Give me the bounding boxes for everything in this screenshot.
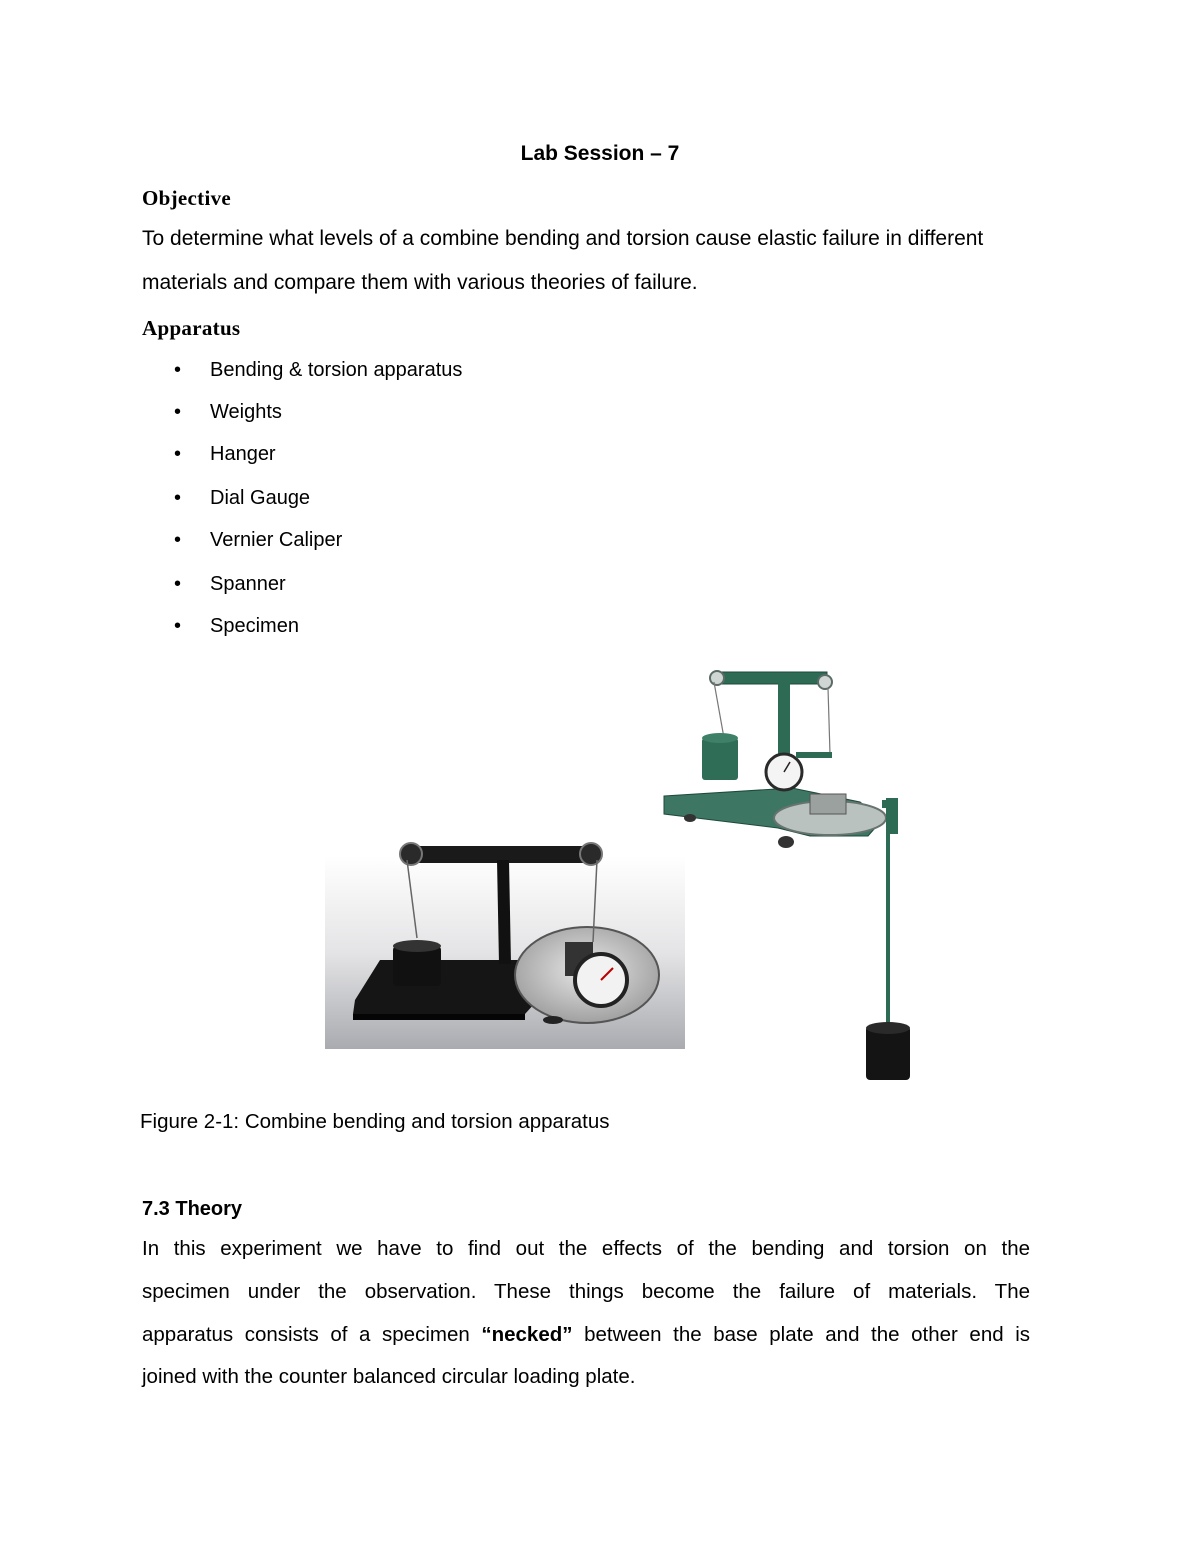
theory-line-3 (142, 1323, 1030, 1347)
apparatus-photo-right (660, 668, 910, 1084)
list-item-label: Spanner (210, 573, 286, 595)
bullet-icon: • (174, 443, 182, 465)
bullet-icon: • (174, 401, 182, 423)
list-item-label: Dial Gauge (210, 487, 311, 509)
page-title: Lab Session – 7 (520, 142, 680, 165)
theory-line-3-end: between the base plate and the other end is (572, 1323, 1030, 1346)
apparatus-photo-left (325, 842, 685, 1049)
theory-emphasis-necked: “necked” (481, 1323, 573, 1346)
theory-line-4: joined with the counter balanced circular loading plate. (142, 1365, 636, 1388)
bullet-icon: • (174, 529, 182, 551)
bullet-icon: • (174, 615, 182, 637)
list-item-label: Specimen (210, 615, 299, 637)
objective-line-1: To determine what levels of a combine bending and torsion cause elastic failure in different (142, 227, 984, 250)
theory-line-2: specimen under the observation. These things become the failure of materials. The (142, 1280, 1030, 1303)
objective-heading: Objective (142, 186, 231, 210)
objective-line-2: materials and compare them with various theories of failure. (142, 271, 698, 294)
list-item-label: Vernier Caliper (210, 529, 343, 551)
figure-caption: Figure 2-1: Combine bending and torsion apparatus (140, 1110, 610, 1133)
bullet-icon: • (174, 359, 182, 381)
theory-heading: 7.3 Theory (142, 1198, 243, 1220)
list-item-label: Hanger (210, 443, 276, 465)
theory-line-1: In this experiment we have to find out the effects of the bending and torsion on the (142, 1237, 1030, 1260)
theory-line-3-start: apparatus consists of a specimen (142, 1323, 482, 1346)
bullet-icon: • (174, 573, 182, 595)
bullet-icon: • (174, 487, 182, 509)
apparatus-heading: Apparatus (142, 316, 241, 340)
list-item-label: Bending & torsion apparatus (210, 359, 463, 381)
list-item-label: Weights (210, 401, 282, 423)
